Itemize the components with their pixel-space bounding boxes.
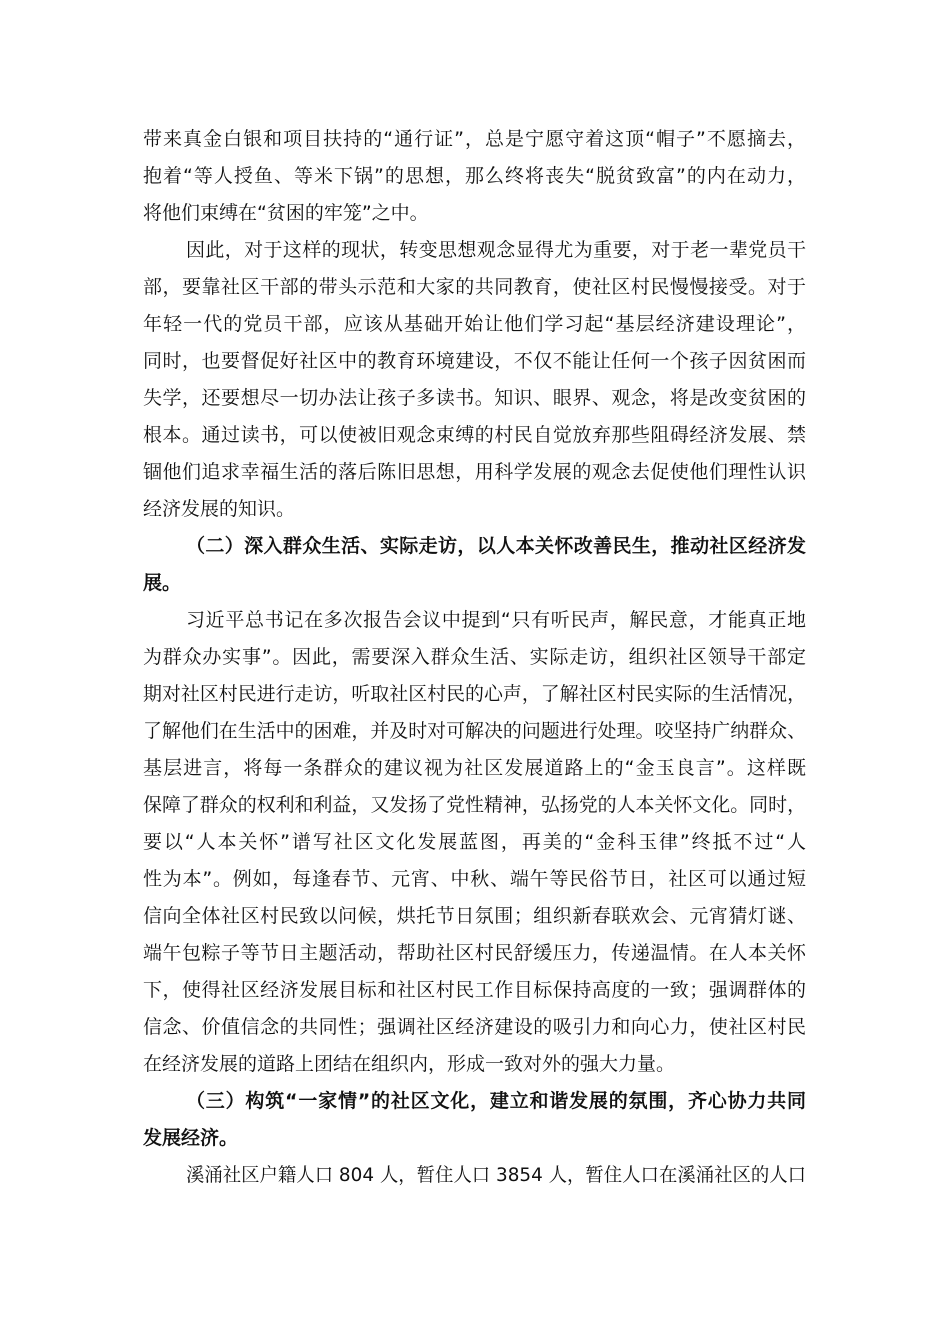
paragraph-line: 性为本”。例如，每逢春节、元宵、中秋、端午等民俗节日，社区可以通过短 <box>143 868 807 890</box>
paragraph-line: 下，使得社区经济发展目标和社区村民工作目标保持高度的一致；强调群体的 <box>143 979 807 1001</box>
paragraph-line: 同时，也要督促好社区中的教育环境建设，不仅不能让任何一个孩子因贫困而 <box>143 350 807 372</box>
paragraph-line: 根本。通过读书，可以使被旧观念束缚的村民自觉放弃那些阻碍经济发展、禁 <box>143 424 807 446</box>
section-heading-line: 展。 <box>143 572 182 594</box>
paragraph-line: 为群众办实事”。因此，需要深入群众生活、实际走访，组织社区领导干部定 <box>143 646 807 668</box>
paragraph-line: 习近平总书记在多次报告会议中提到“只有听民声，解民意，才能真正地 <box>186 609 807 631</box>
paragraph-line: 失学，还要想尽一切办法让孩子多读书。知识、眼界、观念，将是改变贫困的 <box>143 387 807 409</box>
paragraph-line: 因此，对于这样的现状，转变思想观念显得尤为重要，对于老一辈党员干 <box>186 239 807 261</box>
paragraph-line: 要以“人本关怀”谱写社区文化发展蓝图，再美的“金科玉律”终抵不过“人 <box>143 831 808 853</box>
paragraph-line: 信念、价值信念的共同性；强调社区经济建设的吸引力和向心力，使社区村民 <box>143 1016 807 1038</box>
section-heading-line: （二）深入群众生活、实际走访，以人本关怀改善民生，推动社区经济发 <box>186 535 807 557</box>
paragraph-line: 保障了群众的权利和利益，又发扬了党性精神，弘扬党的人本关怀文化。同时， <box>143 794 807 816</box>
paragraph-line: 抱着“等人授鱼、等米下锅”的思想，那么终将丧失“脱贫致富”的内在动力， <box>143 165 808 187</box>
paragraph-line: 部，要靠社区干部的带头示范和大家的共同教育，使社区村民慢慢接受。对于 <box>143 276 807 298</box>
section-heading-line: 发展经济。 <box>143 1127 239 1149</box>
paragraph-line: 了解他们在生活中的困难，并及时对可解决的问题进行处理。咬坚持广纳群众、 <box>143 720 807 742</box>
paragraph-line: 将他们束缚在“贫困的牢笼”之中。 <box>143 202 429 224</box>
paragraph-line: 期对社区村民进行走访，听取社区村民的心声，了解社区村民实际的生活情况， <box>143 683 807 705</box>
paragraph-line: 年轻一代的党员干部，应该从基础开始让他们学习起“基层经济建设理论”， <box>143 313 808 335</box>
paragraph-line: 带来真金白银和项目扶持的“通行证”，总是宁愿守着这顶“帽子”不愿摘去， <box>143 128 808 150</box>
section-heading-line: （三）构筑“一家情”的社区文化，建立和谐发展的氛围，齐心协力共同 <box>186 1090 807 1112</box>
paragraph-line: 锢他们追求幸福生活的落后陈旧思想，用科学发展的观念去促使他们理性认识 <box>143 461 807 483</box>
paragraph-line: 在经济发展的道路上团结在组织内，形成一致对外的强大力量。 <box>143 1053 676 1075</box>
paragraph-line: 经济发展的知识。 <box>143 498 296 520</box>
paragraph-line: 端午包粽子等节日主题活动，帮助社区村民舒缓压力，传递温情。在人本关怀 <box>143 942 807 964</box>
paragraph-line: 溪涌社区户籍人口 804 人，暂住人口 3854 人，暂住人口在溪涌社区的人口 <box>186 1164 807 1186</box>
paragraph-line: 基层进言，将每一条群众的建议视为社区发展道路上的“金玉良言”。这样既 <box>143 757 808 779</box>
paragraph-line: 信向全体社区村民致以问候，烘托节日氛围；组织新春联欢会、元宵猜灯谜、 <box>143 905 807 927</box>
